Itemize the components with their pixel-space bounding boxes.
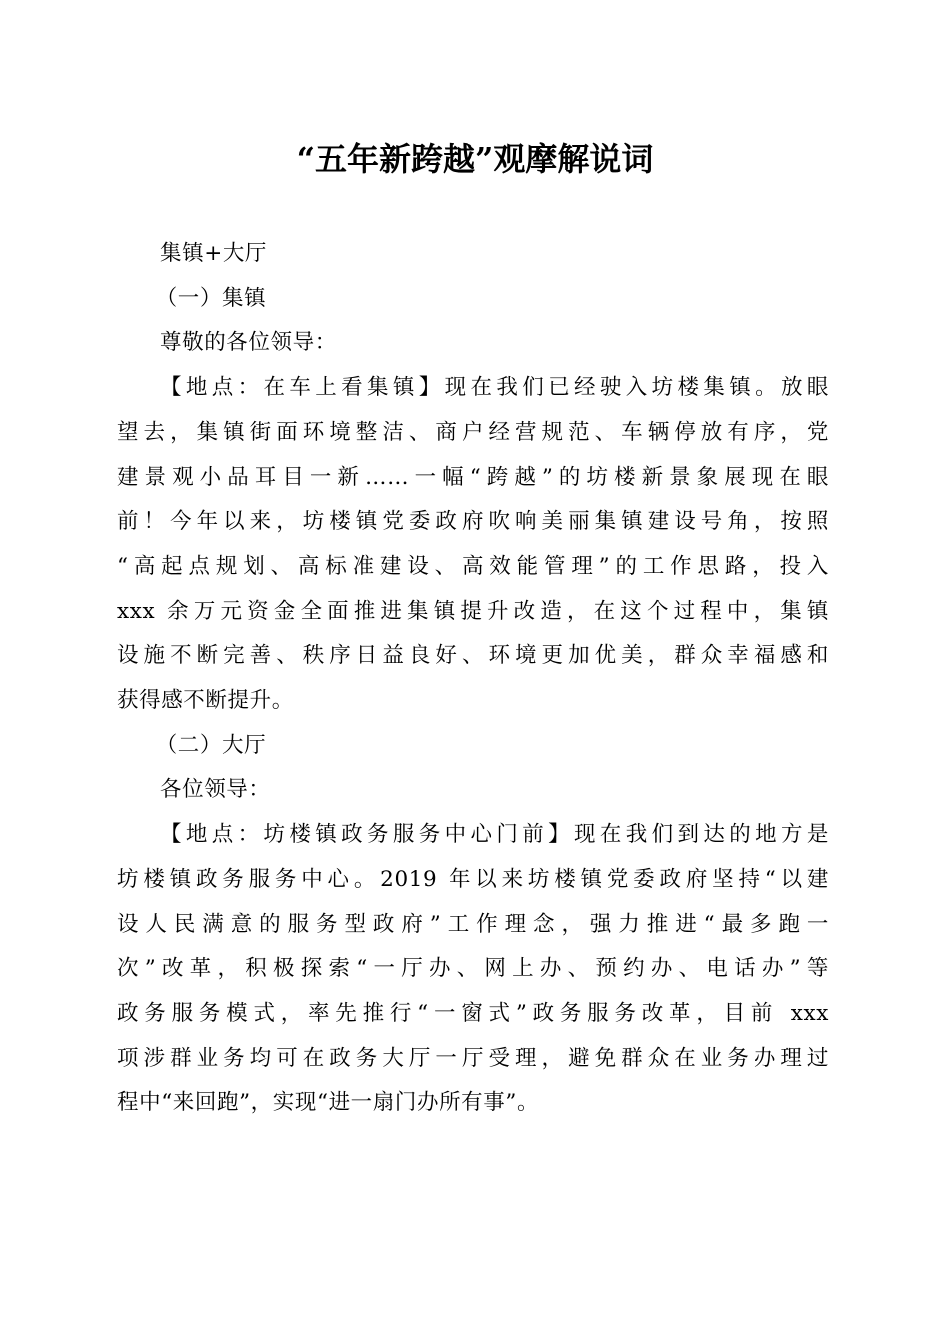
paragraph-line: 设人民满意的服务型政府”工作理念，强力推进“最多跑一 xyxy=(117,911,829,937)
paragraph-line: “高起点规划、高标准建设、高效能管理”的工作思路，投入 xyxy=(117,553,829,579)
paragraph-line: 次”改革，积极探索“一厅办、网上办、预约办、电话办”等 xyxy=(117,956,829,982)
section1-salutation: 尊敬的各位领导： xyxy=(160,330,337,356)
paragraph-line: 程中“来回跑”，实现“进一扇门办所有事”。 xyxy=(117,1090,540,1116)
paragraph-line: 项涉群业务均可在政务大厅一厅受理，避免群众在业务办理过 xyxy=(117,1045,829,1071)
paragraph-line: 【地点：在车上看集镇】现在我们已经驶入坊楼集镇。放眼 xyxy=(160,375,829,401)
section1-paragraph xyxy=(117,366,829,724)
paragraph-line: 建景观小品耳目一新……一幅“跨越”的坊楼新景象展现在眼 xyxy=(117,464,829,490)
paragraph-line: 【地点：坊楼镇政务服务中心门前】现在我们到达的地方是 xyxy=(160,822,829,848)
paragraph-line: 坊楼镇政务服务中心。2019 年以来坊楼镇党委政府坚持“以建 xyxy=(117,866,829,892)
section2-salutation: 各位领导： xyxy=(160,777,271,803)
paragraph-line: 前！今年以来，坊楼镇党委政府吹响美丽集镇建设号角，按照 xyxy=(117,509,829,535)
section2-heading: （二）大厅 xyxy=(155,732,267,758)
paragraph-line: 设施不断完善、秩序日益良好、环境更加优美，群众幸福感和 xyxy=(117,643,829,669)
paragraph-line: 望去，集镇街面环境整洁、商户经营规范、车辆停放有序，党 xyxy=(117,419,829,445)
section2-paragraph xyxy=(117,813,829,1126)
intro-text: 集镇+大厅 xyxy=(160,241,268,266)
document-title: “五年新跨越”观摩解说词 xyxy=(296,140,654,178)
paragraph-line: 获得感不断提升。 xyxy=(117,688,294,714)
section1-heading: （一）集镇 xyxy=(155,285,267,311)
paragraph-line: 政务服务模式，率先推行“一窗式”政务服务改革，目前 xxx xyxy=(117,1000,829,1026)
paragraph-line: xxx 余万元资金全面推进集镇提升改造，在这个过程中，集镇 xyxy=(117,598,829,624)
document-body xyxy=(117,232,829,1126)
